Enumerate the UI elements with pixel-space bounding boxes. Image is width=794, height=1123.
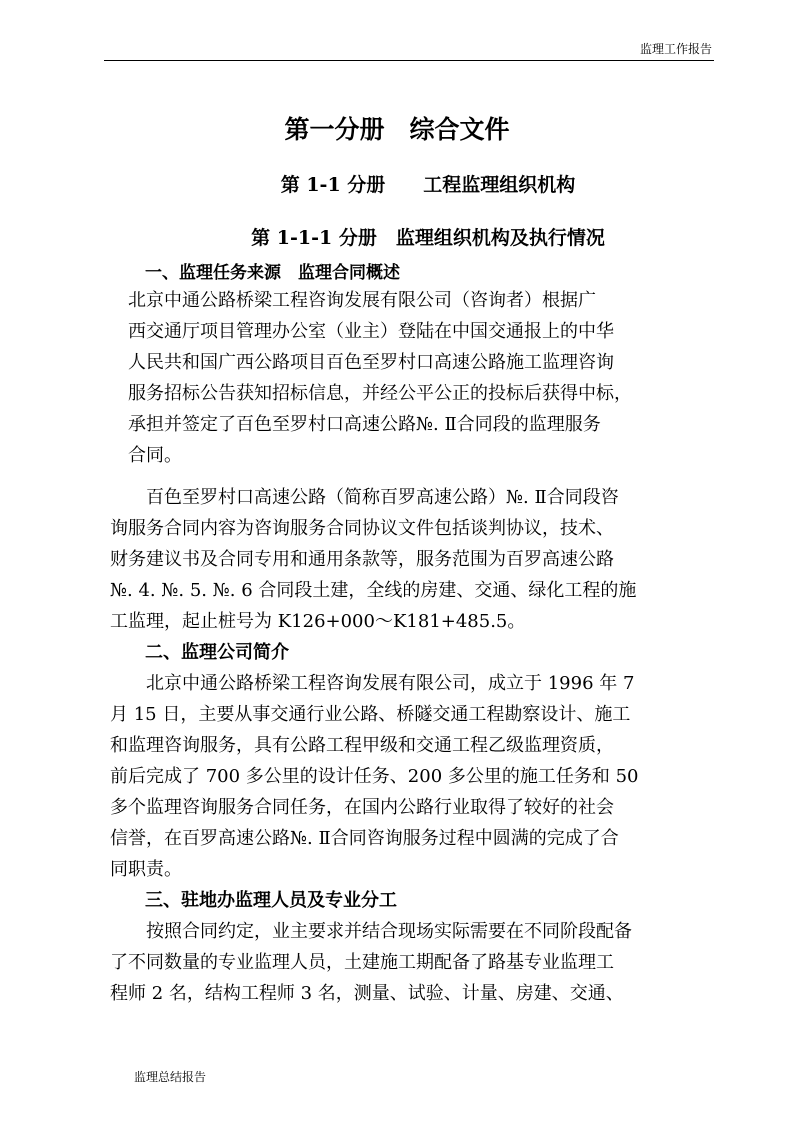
paragraph-line: 合同。 [110,445,182,466]
section3-heading: 三、驻地办监理人员及专业分工 [145,890,397,911]
paragraph-line: №. 4. №. 5. №. 6 合同段土建，全线的房建、交通、绿化工程的施 [110,580,637,601]
volume-title: 第一分册 综合文件 [284,115,510,144]
paragraph-line: 财务建议书及合同专用和通用条款等，服务范围为百罗高速公路 [110,549,614,570]
running-header: 监理工作报告 [639,42,712,56]
section1-paragraph2 [110,482,710,1009]
paragraph-line: 程师 2 名，结构工程师 3 名，测量、试验、计量、房建、交通、 [110,983,624,1004]
paragraph-line: 北京中通公路桥梁工程咨询发展有限公司，成立于 1996 年 7 [110,673,635,694]
paragraph-line: 前后完成了 700 多公里的设计任务、200 多公里的施工任务和 50 [110,766,639,787]
paragraph-line: 承担并签定了百色至罗村口高速公路№. Ⅱ合同段的监理服务 [110,414,601,435]
paragraph-line: 同职责。 [110,859,182,880]
paragraph-line: 人民共和国广西公路项目百色至罗村口高速公路施工监理咨询 [110,352,614,373]
subvolume-title: 第 1-1 分册 工程监理组织机构 [280,174,576,196]
paragraph-line: 服务招标公告获知招标信息，并经公平公正的投标后获得中标， [110,383,632,404]
paragraph-line: 询服务合同内容为咨询服务合同协议文件包括谈判协议，技术、 [110,518,614,539]
running-footer: 监理总结报告 [134,1070,207,1084]
paragraph-line: 和监理咨询服务，具有公路工程甲级和交通工程乙级监理资质， [110,735,614,756]
paragraph-line: 月 15 日，主要从事交通行业公路、桥隧交通工程勘察设计、施工 [110,704,631,725]
paragraph-line: 工监理，起止桩号为 K126+000～K181+485.5。 [110,611,526,632]
section1-heading: 一、监理任务来源 监理合同概述 [145,263,400,283]
paragraph-line: 北京中通公路桥梁工程咨询发展有限公司（咨询者）根据广 [110,290,596,311]
paragraph-line: 了不同数量的专业监理人员，土建施工期配备了路基专业监理工 [110,952,614,973]
paragraph-line: 按照合同约定，业主要求并结合现场实际需要在不同阶段配备 [110,921,632,942]
section-title: 第 1-1-1 分册 监理组织机构及执行情况 [251,227,605,249]
section2-heading: 二、监理公司简介 [145,642,289,663]
paragraph-line: 多个监理咨询服务合同任务，在国内公路行业取得了较好的社会 [110,797,614,818]
section1-paragraph1 [110,285,710,471]
paragraph-line: 百色至罗村口高速公路（简称百罗高速公路）№. Ⅱ合同段咨 [110,487,619,508]
paragraph-line: 西交通厅项目管理办公室（业主）登陆在中国交通报上的中华 [110,321,614,342]
paragraph-line: 信誉，在百罗高速公路№. Ⅱ合同咨询服务过程中圆满的完成了合 [110,828,619,849]
header-rule [104,60,714,61]
